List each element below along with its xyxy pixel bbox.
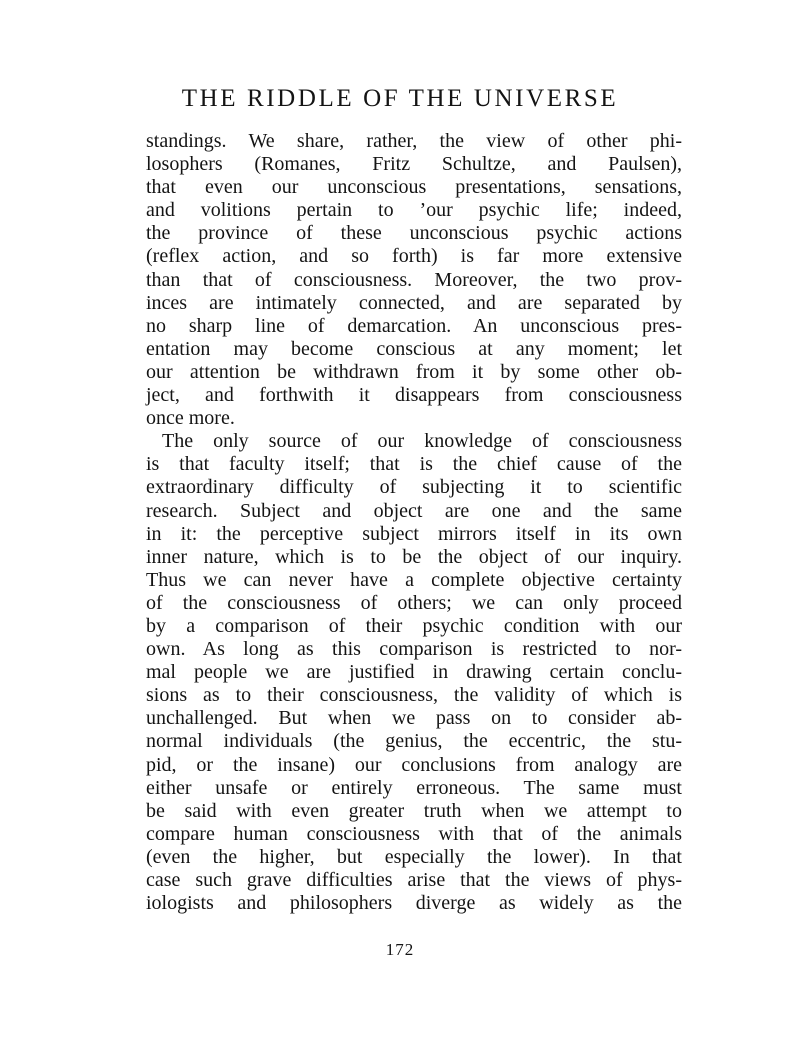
text-line: entation may become conscious at any moment; let — [146, 337, 682, 360]
text-line: sions as to their consciousness, the validity of which is — [146, 684, 682, 707]
text-line: own. As long as this comparison is restricted to nor- — [146, 638, 682, 661]
text-line: inces are intimately connected, and are separated by — [146, 291, 682, 314]
text-line: the province of these unconscious psychic actions — [146, 222, 682, 245]
text-line: compare human consciousness with that of the animals — [146, 822, 682, 845]
text-line: that even our unconscious presentations, sensations, — [146, 176, 682, 199]
text-line: ject, and forthwith it disappears from consciousness — [146, 384, 682, 407]
text-line: mal people we are justified in drawing certain conclu- — [146, 661, 682, 684]
text-line: research. Subject and object are one and the same — [146, 499, 682, 522]
text-line: standings. We share, rather, the view of other phi- — [146, 130, 682, 152]
paragraph — [146, 130, 682, 430]
page-number: 172 — [385, 940, 415, 959]
text-line: is that faculty itself; that is the chief cause of the — [146, 453, 682, 476]
text-line: (even the higher, but especially the lower). In that — [146, 845, 682, 868]
text-line: inner nature, which is to be the object of our inquiry. — [146, 545, 682, 568]
text-line: case such grave difficulties arise that the views of phys- — [146, 869, 682, 891]
running-head: THE RIDDLE OF THE UNIVERSE — [181, 85, 619, 112]
text-line: once more. — [146, 407, 235, 430]
text-line: and volitions pertain to ’our psychic life; indeed, — [146, 199, 682, 222]
text-line: by a comparison of their psychic condition with our — [146, 614, 682, 637]
text-line: pid, or the insane) our conclusions from analogy are — [146, 753, 682, 776]
text-line: iologists and philosophers diverge as widely as the — [146, 892, 682, 915]
text-line: normal individuals (the genius, the eccentric, the stu- — [146, 730, 682, 753]
text-line: of the consciousness of others; we can only proceed — [146, 591, 682, 614]
text-line: in it: the perceptive subject mirrors itself in its own — [146, 522, 682, 545]
text-line: than that of consciousness. Moreover, the two prov- — [146, 268, 682, 291]
text-line: either unsafe or entirely erroneous. The same must — [146, 776, 682, 799]
text-line: unchallenged. But when we pass on to consider ab- — [146, 707, 682, 730]
text-line: losophers (Romanes, Fritz Schultze, and Paulsen), — [146, 153, 682, 176]
text-line: Thus we can never have a complete objective certainty — [146, 568, 682, 591]
text-line: no sharp line of demarcation. An unconscious pres- — [146, 314, 682, 337]
paragraph — [146, 430, 682, 915]
text-line: The only source of our knowledge of consciousness — [162, 430, 682, 453]
text-line: (reflex action, and so forth) is far more extensive — [146, 245, 682, 268]
body-text — [146, 130, 682, 915]
text-line: extraordinary difficulty of subjecting it to scientific — [146, 476, 682, 499]
text-line: our attention be withdrawn from it by some other ob- — [146, 360, 682, 383]
text-line: be said with even greater truth when we attempt to — [146, 799, 682, 822]
